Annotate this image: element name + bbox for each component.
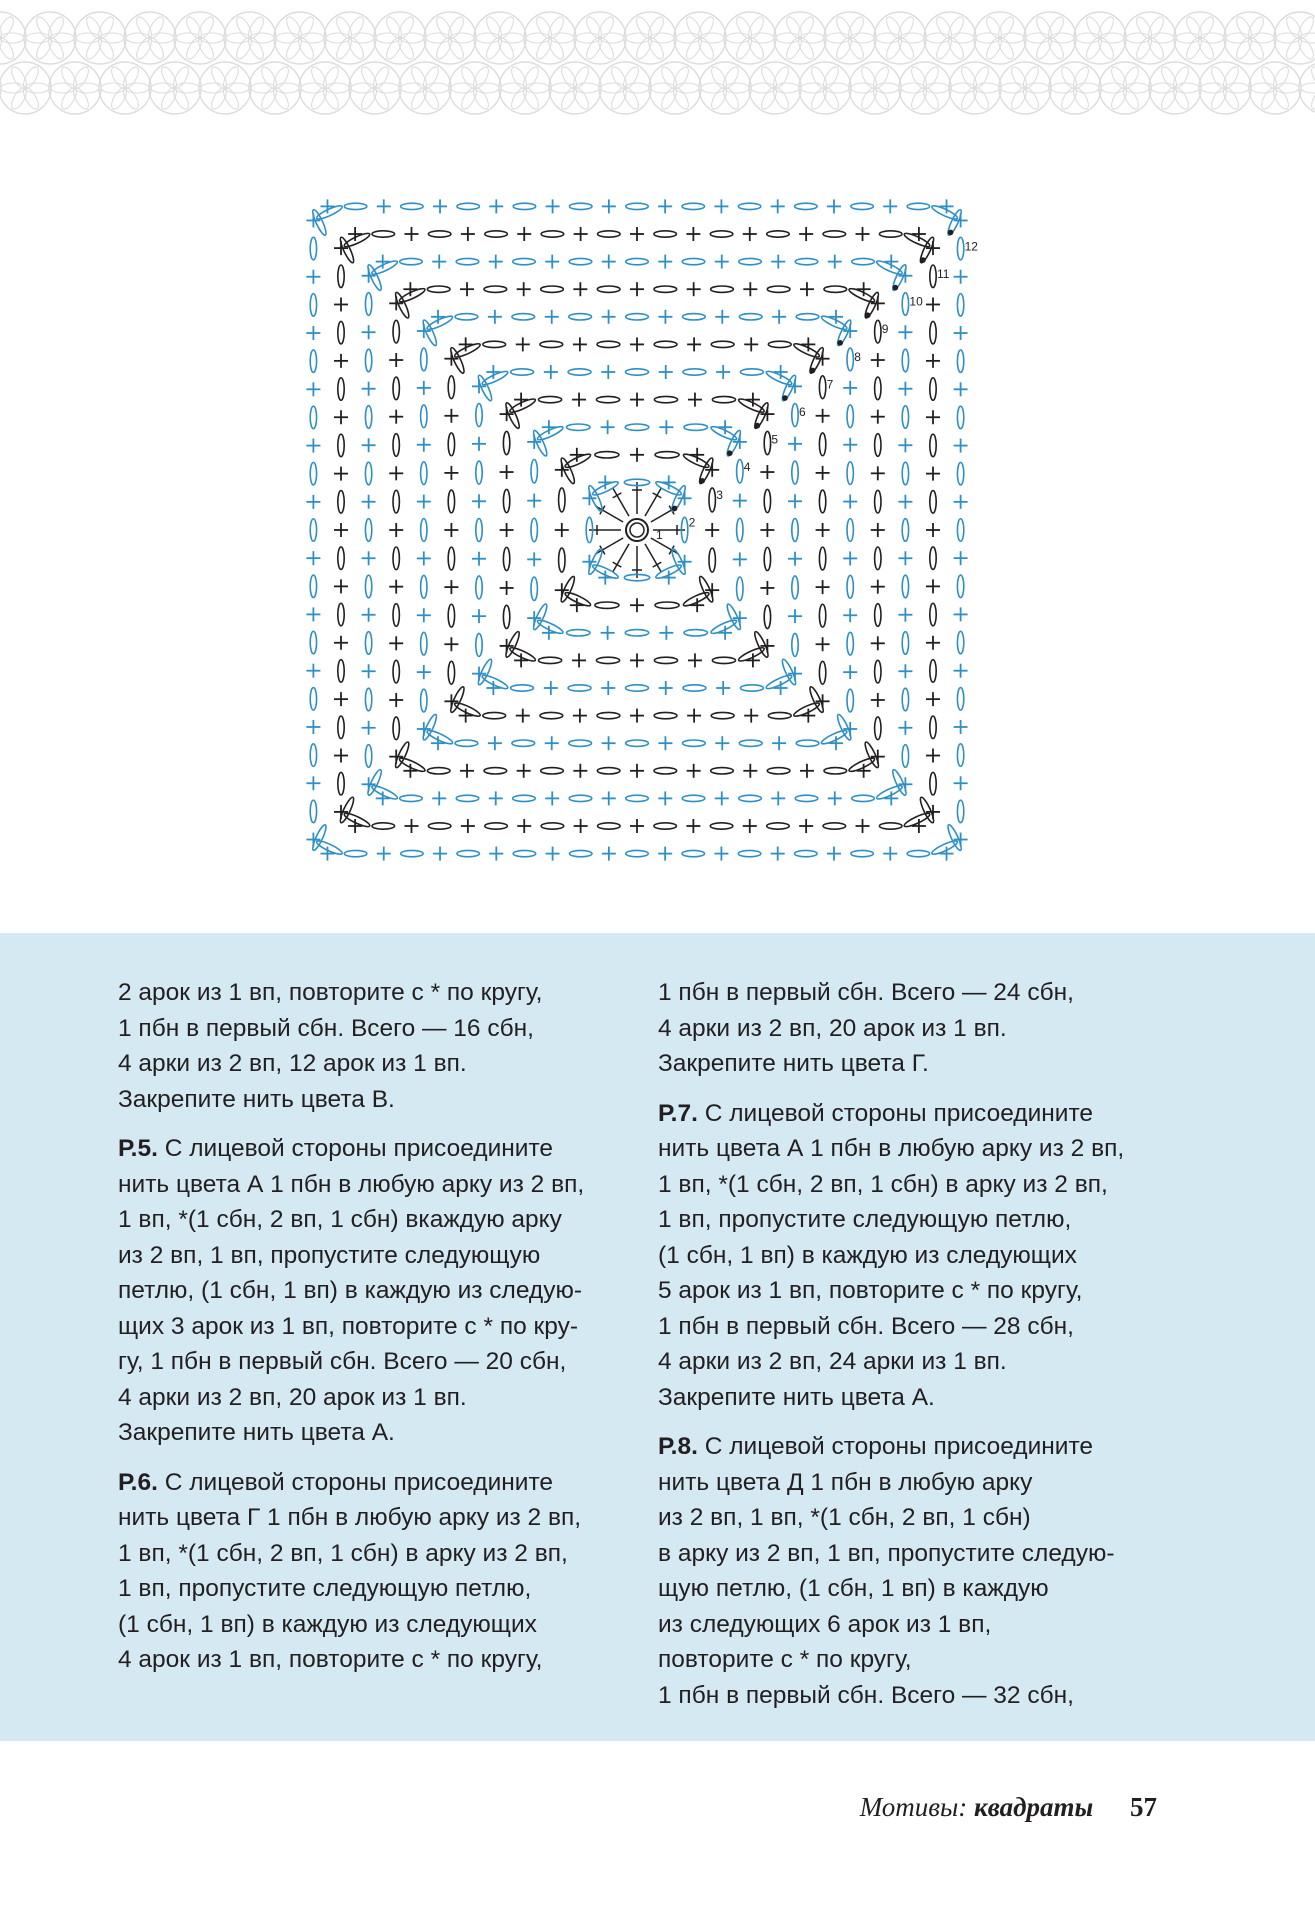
footer-section: Мотивы:: [859, 1792, 968, 1822]
instruction-line: 1 вп, *(1 сбн, 2 вп, 1 сбн) в арку из 2 вп,: [658, 1170, 1108, 1198]
instruction-text: С лицевой стороны присоедините: [157, 1135, 554, 1162]
instruction-paragraph: [658, 975, 1178, 1082]
instruction-line: 1 пбн в первый сбн. Всего — 24 сбн,: [658, 979, 1074, 1006]
instruction-line: [118, 1131, 638, 1167]
instruction-line: [658, 1429, 1178, 1465]
round-number-label: 6: [799, 405, 806, 419]
instruction-line: 4 арки из 2 вп, 20 арок из 1 вп.: [658, 1014, 1007, 1042]
instructions-column-left: [118, 975, 638, 1692]
round-number-label: 11: [937, 267, 950, 281]
instruction-line: Закрепите нить цвета Г.: [658, 1050, 929, 1077]
instruction-paragraph: [658, 1429, 1178, 1713]
instruction-line: из 2 вп, 1 вп, пропустите следующую: [118, 1241, 541, 1269]
instruction-line: щую петлю, (1 сбн, 1 вп) в каждую: [658, 1575, 1049, 1602]
instruction-line: повторите с * по кругу,: [658, 1646, 912, 1673]
instruction-line: 1 пбн в первый сбн. Всего — 16 сбн,: [118, 1014, 534, 1042]
instruction-line: в арку из 2 вп, 1 вп, пропустите следую-: [658, 1539, 1115, 1567]
instruction-line: Закрепите нить цвета А.: [118, 1419, 395, 1446]
instruction-line: 1 вп, пропустите следующую петлю,: [118, 1575, 532, 1602]
instruction-text: С лицевой стороны присоедините: [697, 1433, 1094, 1460]
instruction-line: гу, 1 пбн в первый сбн. Всего — 20 сбн,: [118, 1348, 567, 1375]
instruction-line: Закрепите нить цвета В.: [118, 1085, 395, 1113]
round-number-label: 8: [854, 349, 861, 364]
page-number: 57: [1130, 1792, 1157, 1822]
instruction-line: 4 арки из 2 вп, 20 арок из 1 вп.: [118, 1383, 467, 1411]
instruction-line: нить цвета А 1 пбн в любую арку из 2 вп,: [658, 1135, 1125, 1162]
round-heading: Р.6.: [118, 1468, 158, 1496]
instruction-line: щих 3 арок из 1 вп, повторите с * по кру-: [118, 1312, 578, 1340]
instruction-line: 5 арок из 1 вп, повторите с * по кругу,: [658, 1277, 1083, 1304]
instruction-line: 1 вп, пропустите следующую петлю,: [658, 1206, 1072, 1233]
instruction-line: Закрепите нить цвета А.: [658, 1383, 935, 1411]
instruction-line: петлю, (1 сбн, 1 вп) в каждую из следую-: [118, 1277, 583, 1304]
instruction-line: 1 вп, *(1 сбн, 2 вп, 1 сбн) в арку из 2 вп,: [118, 1539, 568, 1567]
round-number-label: 1: [656, 528, 663, 542]
instruction-paragraph: [658, 1096, 1178, 1416]
round-number-label: 9: [881, 322, 889, 337]
round-heading: Р.8.: [658, 1433, 698, 1460]
instruction-paragraph: [118, 1465, 638, 1678]
round-number-label: 3: [716, 487, 723, 502]
round-number-label: 4: [743, 460, 751, 475]
instruction-paragraph: [118, 1131, 638, 1451]
round-number-label: 7: [826, 377, 834, 392]
instruction-text: С лицевой стороны присоедините: [157, 1468, 554, 1496]
instruction-text: С лицевой стороны присоедините: [697, 1099, 1094, 1127]
decorative-ornament-band: [0, 0, 1315, 125]
crochet-square-chart: [275, 175, 1000, 895]
instruction-line: 2 арок из 1 вп, повторите с * по кругу,: [118, 979, 543, 1006]
instruction-line: из 2 вп, 1 вп, *(1 сбн, 2 вп, 1 сбн): [658, 1504, 1031, 1531]
instruction-line: 4 арки из 2 вп, 24 арки из 1 вп.: [658, 1348, 1007, 1375]
instruction-line: нить цвета Г 1 пбн в любую арку из 2 вп,: [118, 1504, 582, 1531]
instructions-panel: [0, 933, 1315, 1741]
instruction-paragraph: [118, 975, 638, 1117]
instruction-line: из следующих 6 арок из 1 вп,: [658, 1610, 992, 1638]
footer-topic: квадраты: [974, 1792, 1094, 1822]
round-number-label: 10: [909, 294, 923, 309]
instruction-line: [658, 1096, 1178, 1132]
round-number-label: 12: [964, 239, 978, 254]
round-number-label: 2: [688, 515, 696, 530]
page-footer: [860, 1792, 1157, 1823]
round-heading: Р.7.: [658, 1099, 698, 1127]
round-number-label: 5: [771, 432, 779, 447]
instruction-line: 4 арок из 1 вп, повторите с * по кругу,: [118, 1646, 543, 1673]
instruction-line: (1 сбн, 1 вп) в каждую из следующих: [658, 1241, 1077, 1269]
instruction-line: [118, 1465, 638, 1501]
instruction-line: 1 пбн в первый сбн. Всего — 32 сбн,: [658, 1681, 1074, 1709]
instruction-line: 1 вп, *(1 сбн, 2 вп, 1 сбн) вкаждую арку: [118, 1206, 562, 1233]
instruction-line: (1 сбн, 1 вп) в каждую из следующих: [118, 1610, 537, 1638]
instruction-line: нить цвета Д 1 пбн в любую арку: [658, 1468, 1033, 1496]
instruction-line: 4 арки из 2 вп, 12 арок из 1 вп.: [118, 1050, 467, 1077]
instruction-line: нить цвета А 1 пбн в любую арку из 2 вп,: [118, 1170, 585, 1198]
instructions-column-right: [658, 975, 1178, 1727]
instruction-line: 1 пбн в первый сбн. Всего — 28 сбн,: [658, 1312, 1074, 1340]
round-heading: Р.5.: [118, 1135, 158, 1162]
